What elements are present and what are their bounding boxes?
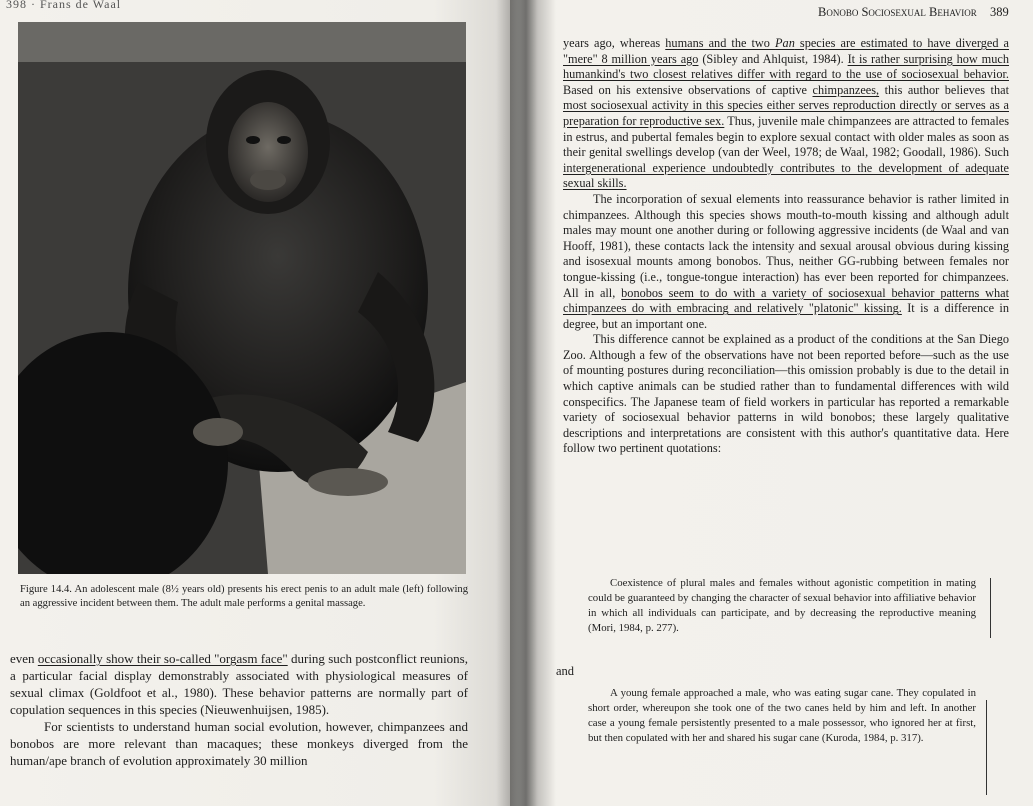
text-run: It is a difference in degree, but an important one. (563, 301, 1009, 331)
text-run: Thus, juvenile male chimpanzees are attracted to females in estrus, and pubertal females begin to explore sexual contact with older males as soon as their genital swellings develop (van der Weel, 1978; de Waal, 1982; Goodall, 1986). Such (563, 113, 1009, 160)
block-quote-mori (588, 576, 976, 636)
figure-caption-text: Figure 14.4. An adolescent male (8½ years old) presents his erect penis to an adult male (left) following an aggressive incident between them. The adult male performs a genital massage. (20, 584, 468, 609)
figure-caption (20, 583, 468, 611)
left-paragraph-1 (10, 650, 468, 718)
left-paragraph-2: For scientists to understand human social evolution, however, chimpanzees and bonobos are more relevant than macaques; these monkeys diverged from the human/ape branch of evolution approximately 30 million (10, 719, 468, 768)
text-run: (Sibley and Ahlquist, 1984). (698, 51, 848, 66)
underlined-passage: It is rather surprising how much humankind's two closest relatives differ with regard to the use of sociosexual behavior. (563, 51, 1009, 82)
underlined-passage: bonobos seem to do with a variety of sociosexual behavior patterns what chimpanzees do with embracing and relatively "platonic" kissing. (563, 285, 1009, 316)
figure-photo-bonobos (18, 22, 466, 574)
page-number: 389 (990, 5, 1009, 19)
italic-term: Pan (775, 36, 795, 50)
margin-bracket-mark (990, 578, 991, 638)
text-run: during such postconflict reunions, a particular facial display demonstrably associated with physiological measures of sexual climax (Goldfoot et al., 1980). These behavior patterns are normally part of copulation sequences in this species (Nieuwenhuijsen, 1985). (10, 651, 468, 717)
text-run: even (10, 651, 38, 666)
book-gutter-shadow (496, 0, 556, 806)
block-quote-kuroda (588, 686, 976, 746)
underlined-passage: occasionally show their so-called "orgasm face" (37, 651, 288, 666)
right-paragraph-2 (563, 192, 1009, 332)
right-paragraph-1 (563, 36, 1009, 192)
text-run: humans and the two (665, 36, 776, 50)
underlined-passage: most sociosexual activity in this species either serves reproduction directly or serves as a preparation for reproductive sex. (563, 98, 1009, 128)
margin-bracket-mark (986, 700, 987, 795)
left-body-text (10, 650, 468, 769)
right-running-head: Bonobo Sociosexual Behavior (818, 5, 977, 19)
text-run: species are estimated to have diverged a "mere" 8 million years ago (563, 36, 1010, 66)
connector-word: and (556, 664, 575, 678)
right-body-text (563, 36, 1009, 457)
right-paragraph-3: This difference cannot be explained as a product of the conditions at the San Diego Zoo. Although a few of the observations have not been reported before—such as the use of mounting postures during reconciliation—this omission probably is due to the detail in which captive animals can be studied rather than to fundamental differences with wild conspecifics. The Japanese team of field workers in particular has reported a remarkable variety of sociosexual behavior patterns in wild bonobos; these largely qualitative descriptions and interpretations are consistent with this author's quantitative data. Here follow two pertinent quotations: (563, 332, 1009, 456)
text-run: years ago, whereas (563, 36, 666, 50)
text-run: this author believes that (879, 82, 1009, 97)
text-run: Based on his extensive observations of captive (563, 82, 813, 97)
block-quote-text: A young female approached a male, who was eating sugar cane. They copulated in short order, whereupon she took one of the two canes held by him and left. In another case a young female persistently presented to a male possessor, who ignored her at first, but then copulated with her and shared his sugar cane (Kuroda, 1984, p. 317). (588, 687, 976, 744)
photo-illustration (18, 22, 466, 574)
underlined-passage: chimpanzees, (812, 82, 880, 97)
block-quote-text: Coexistence of plural males and females without agonistic competition in mating could be guaranteed by changing the character of sexual behavior into affiliative behavior in which all individuals can participate, and by decreasing the reproductive meaning (Mori, 1984, p. 277). (588, 577, 976, 634)
underlined-passage: intergenerational experience undoubtedly contributes to the development of adequate sexual skills. (563, 160, 1009, 191)
left-running-head: 398 · Frans de Waal (6, 0, 122, 11)
text-run: The incorporation of sexual elements into reassurance behavior is rather limited in chimpanzees. Although this species shows mouth-to-mouth kissing and although adult males may mount one another during or following aggressive incidents (de Waal and van Hooff, 1981), these contacts lack the intensity and sexual arousal obvious during kissing and isosexual mounts among bonobos. Thus, neither GG-rubbing between females nor tongue-kissing (i.e., tongue-tongue interaction) has ever been reported for chimpanzees. All in all, (563, 191, 1009, 300)
